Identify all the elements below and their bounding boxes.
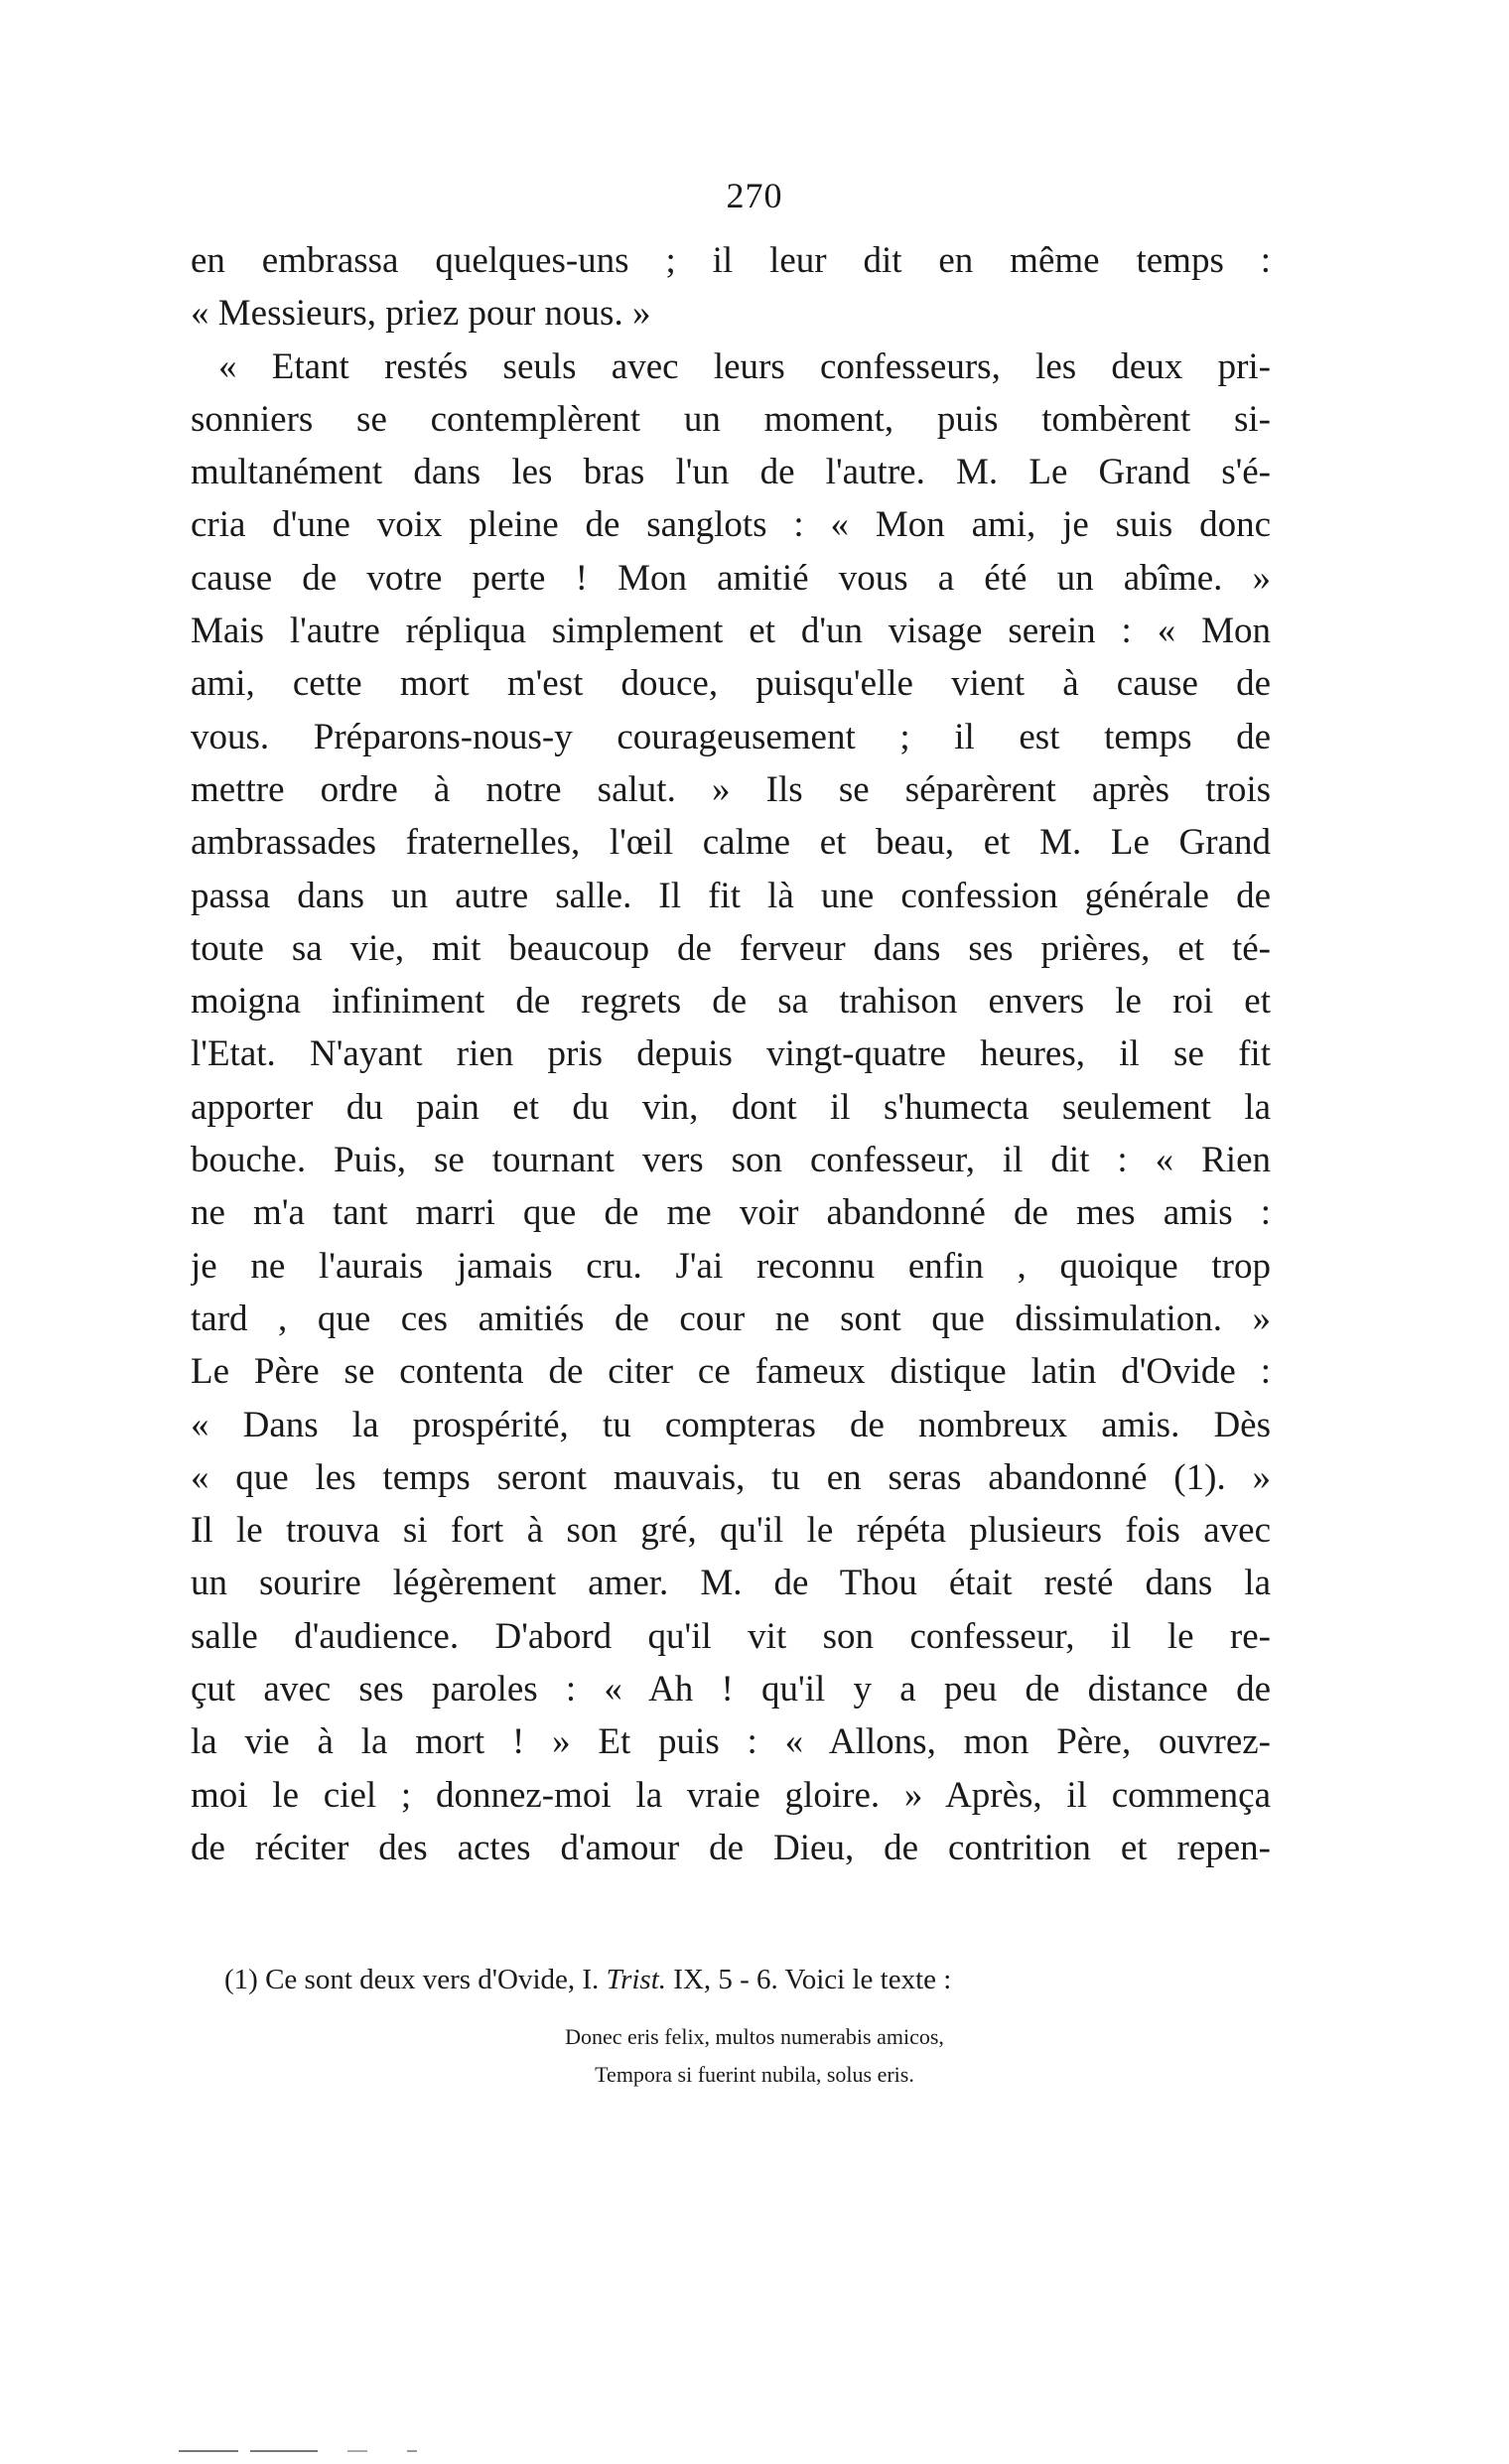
page-number: 270 — [726, 176, 783, 215]
bottom-margin-marks — [179, 2450, 437, 2452]
text-line: moigna infiniment de regrets de sa trahison envers le roi et — [191, 981, 1271, 1023]
footnote-prefix: (1) Ce sont deux vers d'Ovide, I. — [224, 1964, 607, 1995]
footnote-work-title: Trist. — [606, 1964, 667, 1995]
text-line: moi le ciel ; donnez-moi la vraie gloire. » Après, il commença — [191, 1774, 1271, 1816]
text-line: je ne l'aurais jamais cru. J'ai reconnu enfin , quoique trop — [191, 1245, 1271, 1287]
text-line: Il le trouva si fort à son gré, qu'il le répéta plusieurs fois avec — [191, 1510, 1271, 1552]
text-line: vous. Préparons-nous-y courageusement ; il est temps de — [191, 716, 1271, 757]
footnote-verse-1: Donec eris felix, multos numerabis amicos, — [565, 2024, 944, 2049]
footnote-suffix: IX, 5 - 6. Voici le texte : — [666, 1964, 952, 1995]
text-line: multanément dans les bras l'un de l'autre. M. Le Grand s'é- — [191, 452, 1271, 493]
body-text — [191, 234, 1271, 1874]
text-line: « que les temps seront mauvais, tu en seras abandonné (1). » — [191, 1456, 1271, 1498]
text-line: la vie à la mort ! » Et puis : « Allons, mon Père, ouvrez- — [191, 1721, 1271, 1763]
text-line: en embrassa quelques-uns ; il leur dit en même temps : — [191, 240, 1271, 281]
text-line: salle d'audience. D'abord qu'il vit son confesseur, il le re- — [191, 1615, 1271, 1657]
text-line: sonniers se contemplèrent un moment, puis tombèrent si- — [191, 398, 1271, 440]
text-line: de réciter des actes d'amour de Dieu, de contrition et repen- — [191, 1827, 1271, 1868]
text-line: ami, cette mort m'est douce, puisqu'elle vient à cause de — [191, 663, 1271, 705]
text-line: Mais l'autre répliqua simplement et d'un visage serein : « Mon — [191, 611, 1271, 652]
text-line: ne m'a tant marri que de me voir abandonné de mes amis : — [191, 1192, 1271, 1234]
text-line: « Etant restés seuls avec leurs confesseurs, les deux pri- — [218, 345, 1271, 387]
text-line: « Messieurs, priez pour nous. » — [191, 293, 651, 335]
text-line: ambrassades fraternelles, l'œil calme et beau, et M. Le Grand — [191, 822, 1271, 864]
text-line: cause de votre perte ! Mon amitié vous a été un abîme. » — [191, 557, 1271, 599]
text-line: Le Père se contenta de citer ce fameux distique latin d'Ovide : — [191, 1351, 1271, 1393]
text-line: mettre ordre à notre salut. » Ils se séparèrent après trois — [191, 768, 1271, 810]
footnote — [224, 1960, 1158, 1999]
text-line: l'Etat. N'ayant rien pris depuis vingt-quatre heures, il se fit — [191, 1033, 1271, 1075]
text-line: cria d'une voix pleine de sanglots : « Mon ami, je suis donc — [191, 504, 1271, 546]
text-line: apporter du pain et du vin, dont il s'humecta seulement la — [191, 1086, 1271, 1128]
text-line: toute sa vie, mit beaucoup de ferveur dans ses prières, et té- — [191, 927, 1271, 969]
text-line: « Dans la prospérité, tu compteras de nombreux amis. Dès — [191, 1404, 1271, 1445]
footnote-verse-2: Tempora si fuerint nubila, solus eris. — [595, 2062, 914, 2087]
text-line: bouche. Puis, se tournant vers son confesseur, il dit : « Rien — [191, 1140, 1271, 1181]
text-line: un sourire légèrement amer. M. de Thou était resté dans la — [191, 1563, 1271, 1604]
text-line: çut avec ses paroles : « Ah ! qu'il y a peu de distance de — [191, 1669, 1271, 1711]
text-line: passa dans un autre salle. Il fit là une confession générale de — [191, 875, 1271, 916]
text-line: tard , que ces amitiés de cour ne sont que dissimulation. » — [191, 1298, 1271, 1339]
